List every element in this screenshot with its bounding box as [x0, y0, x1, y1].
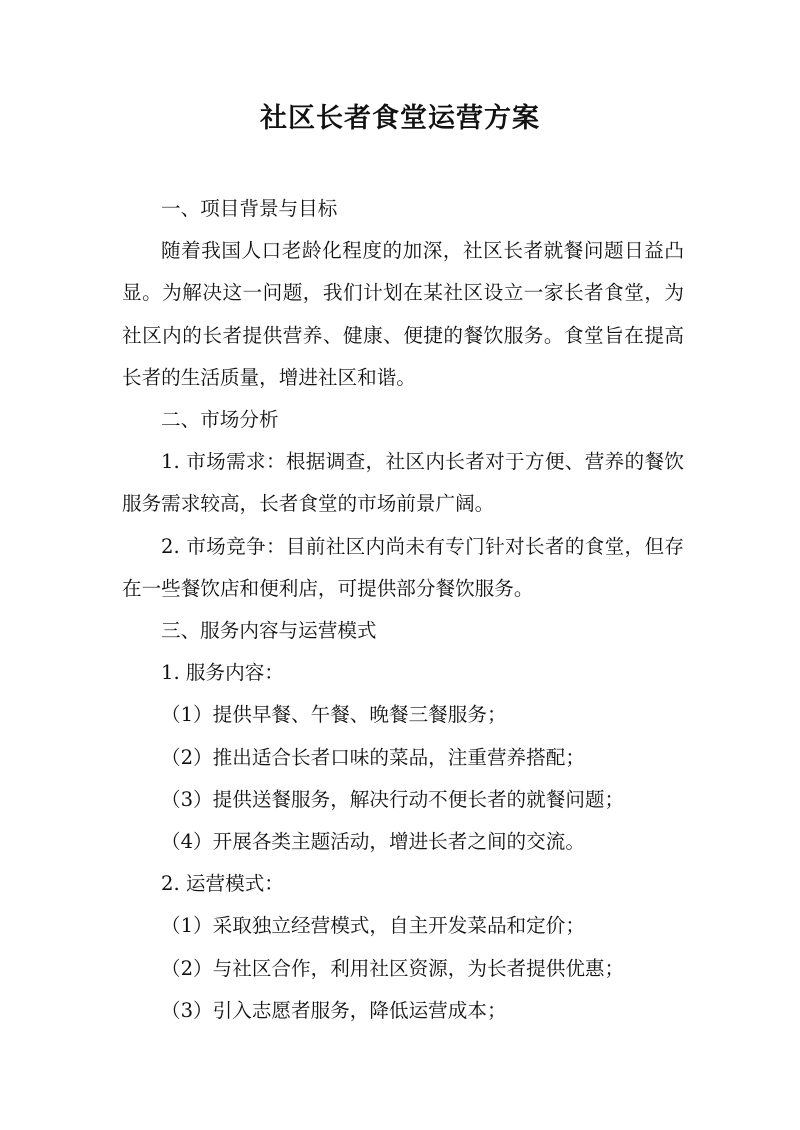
- subheading-operation-mode: 2. 运营模式：: [161, 872, 284, 896]
- list-item: （3）引入志愿者服务，降低运营成本；: [161, 998, 507, 1022]
- document-title: 社区长者食堂运营方案: [260, 103, 540, 134]
- section-heading-background: 一、项目背景与目标: [161, 197, 338, 220]
- list-item: （2）与社区合作，利用社区资源，为长者提供优惠；: [161, 956, 625, 980]
- list-item: （2）推出适合长者口味的菜品，注重营养搭配；: [161, 745, 585, 769]
- list-item: （1）提供早餐、午餐、晚餐三餐服务；: [161, 703, 507, 727]
- section-heading-services: 三、服务内容与运营模式: [161, 619, 377, 643]
- paragraph-background: 随着我国人口老龄化程度的加深，社区长者就餐问题日益凸显。为解决这一问题，我们计划在某社区设立一家长者食堂，为社区内的长者提供营养、健康、便捷的餐饮服务。食堂旨在提高长者的生活质量，增进社区和谐。: [122, 239, 684, 389]
- section-heading-market: 二、市场分析: [161, 408, 279, 432]
- list-item: （4）开展各类主题活动，增进长者之间的交流。: [161, 830, 585, 854]
- subheading-service-content: 1. 服务内容：: [161, 661, 284, 685]
- list-item: （1）采取独立经营模式，自主开发菜品和定价；: [161, 914, 585, 938]
- paragraph-market-competition: 2. 市场竞争：目前社区内尚未有专门针对长者的食堂，但存在一些餐饮店和便利店，可提供部分餐饮服务。: [122, 534, 684, 600]
- list-item: （3）提供送餐服务，解决行动不便长者的就餐问题；: [161, 787, 625, 811]
- document-body: [122, 188, 684, 1032]
- paragraph-market-demand: 1. 市场需求：根据调查，社区内长者对于方便、营养的餐饮服务需求较高，长者食堂的市场前景广阔。: [122, 450, 684, 516]
